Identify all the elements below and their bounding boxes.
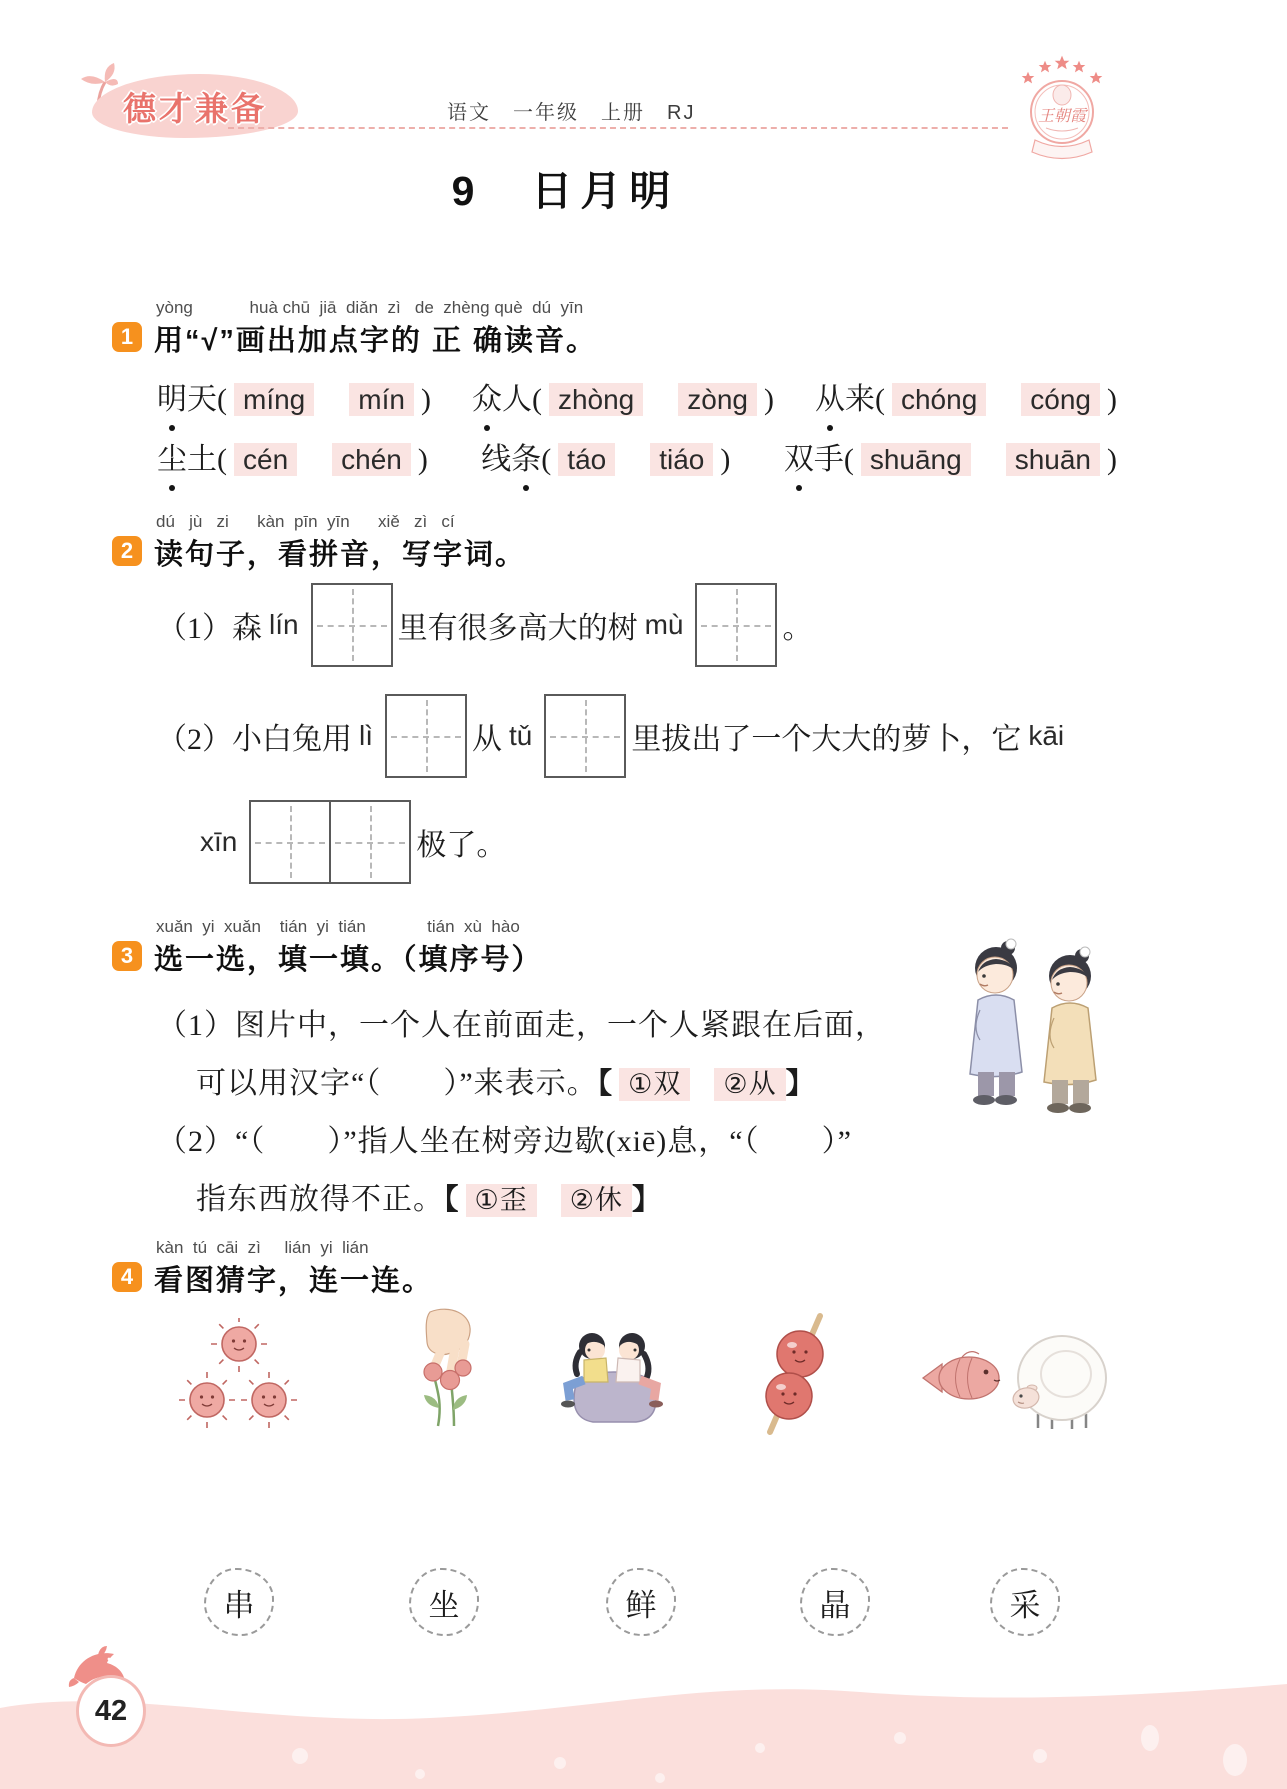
q1-word-choice [157,434,428,478]
q1-title: 用“√”画出加点字的 正 确读音。 [154,325,598,357]
hanzi-writing-box[interactable] [695,583,777,667]
pinyin-option[interactable]: shuān [1006,443,1100,476]
three-suns-picture[interactable] [176,1318,298,1435]
paren: ) [1106,443,1117,476]
pinyin-option[interactable]: míng [234,383,314,416]
two-people-sitting-back-to-back-picture[interactable] [548,1320,676,1431]
paren: ) [720,443,731,476]
dotted-char: 明 [157,374,187,418]
answer-option[interactable]: ①双 [619,1068,690,1101]
hanzi-writing-box[interactable] [311,583,393,667]
pinyin-option[interactable]: chóng [892,383,986,416]
word-text: 土 [187,443,217,476]
sheep [1011,1336,1106,1429]
pinyin-option[interactable]: zòng [678,383,757,416]
pinyin-cue: lì [359,720,373,751]
answer-option[interactable]: ①歪 [466,1184,537,1217]
sentence-text: 指东西放得不正。 [196,1183,444,1216]
paren: ( [843,443,854,476]
hanzi-writing-box[interactable] [249,800,331,884]
dotted-char: 众 [472,374,502,418]
answer-option[interactable]: ②从 [714,1068,785,1101]
question-2-badge: 2 [112,536,142,566]
q3-item2-line1: （2）“（ ）”指人坐在树旁边歇(xiē)息，“（ ）” [157,1125,852,1158]
pinyin-cue: mù [644,609,684,640]
dotted-char: 从 [815,374,845,418]
bracket: 【 [444,1182,460,1216]
q3-item1-line1: （1）图片中，一个人在前面走，一个人紧跟在后面， [157,1009,886,1042]
pinyin-option[interactable]: tiáo [650,443,713,476]
answer-option[interactable]: ②休 [561,1184,632,1217]
bracket: 【 [597,1066,614,1100]
sentence-text: 里有很多高大的树 [397,612,638,645]
bracket: 】 [785,1066,816,1100]
answer-badge[interactable] [990,1568,1060,1636]
answer-char: 采 [1009,1587,1041,1623]
paren: ( [217,383,227,416]
q3-title: 选一选，填一填。（填序号） [154,944,543,976]
pinyin-option[interactable]: cóng [1021,383,1100,416]
page-number [76,1675,146,1747]
paren: ) [763,383,774,416]
q1-word-choice [157,374,431,418]
dotted-char: 尘 [157,434,187,478]
question-4-badge: 4 [112,1262,142,1292]
pinyin-option[interactable]: mín [349,383,414,416]
paren: ( [541,443,552,476]
brand-logo-text: 德才兼备 [123,89,267,127]
pinyin-cue: lín [269,609,299,640]
q1-word-choice [472,374,774,418]
pinyin-option[interactable]: shuāng [861,443,971,476]
answer-char: 串 [223,1587,255,1623]
pinyin-option[interactable]: táo [558,443,615,476]
answer-char: 坐 [428,1587,460,1623]
page-title: 9 日月明 [451,168,679,214]
word-text: 线 [481,443,512,476]
paren: ( [874,383,885,416]
child-tan [1044,947,1096,1113]
q1-row-2 [157,434,1117,478]
q3-item2-line2 [196,1174,662,1218]
q3-pinyin: xuǎn yi xuǎn tián yi tián tián xù hào [156,917,520,936]
bracket: 】 [631,1182,662,1216]
q1-word-choice [784,434,1117,478]
q4-title: 看图猜字，连一连。 [154,1265,434,1297]
author-seal [1012,54,1112,166]
paren: ) [1107,383,1117,416]
two-children-walking-illustration [950,928,1122,1125]
q2-pinyin: dú jù zi kàn pīn yīn xiě zì cí [156,512,455,531]
sentence-text: 里拔出了一个大大的萝卜，它 [631,723,1022,756]
q1-pinyin: yòng huà chū jiā diǎn zì de zhèng què dú yīn [156,298,584,317]
paren: ) [417,443,428,476]
sentence-text: 从 [472,723,502,756]
word-text: 手 [813,443,844,476]
word-text: 来 [844,383,875,416]
seal-name-text: 王朝霞 [1037,108,1087,125]
pinyin-cue: kāi [1028,720,1065,751]
child-blue [970,939,1022,1105]
paren: ( [217,443,227,476]
answer-char: 晶 [819,1587,851,1623]
sentence-text: （2）小白兔用 [157,723,352,756]
sentence-text: 。 [782,612,813,645]
sentence-text: 极了。 [416,829,507,862]
page-number-text: 42 [94,1694,128,1727]
sentence-text: 可以用汉字“（ ）”来表示。 [196,1067,598,1100]
q2-sentence-2 [157,694,1071,778]
q2-sentence-2-continued [193,800,506,884]
answer-char: 鲜 [625,1587,657,1623]
book-subject-line: 语文 一年级 上册 RJ [447,102,696,124]
sentence-text: （1）森 [157,612,262,645]
paren: ) [420,383,431,416]
header-divider [228,127,1008,129]
fish [923,1352,1000,1399]
q1-word-choice [815,374,1117,418]
hanzi-writing-box[interactable] [385,694,467,778]
pinyin-cue: tǔ [509,720,533,751]
pinyin-option[interactable]: zhòng [549,383,643,416]
q2-sentence-1 [157,583,812,667]
answer-badge[interactable] [204,1568,274,1636]
pinyin-option[interactable]: chén [332,443,411,476]
dotted-char: 条 [511,434,541,478]
answer-badge[interactable] [409,1568,479,1636]
fish-and-sheep-picture[interactable] [920,1330,1110,1437]
hanzi-writing-box[interactable] [329,800,411,884]
q1-word-choice [481,434,730,478]
pinyin-option[interactable]: cén [234,443,297,476]
fruit-skewer-picture[interactable] [748,1312,836,1441]
q3-item1-line2 [196,1058,816,1102]
question-1-badge: 1 [112,322,142,352]
answer-badge[interactable] [800,1568,870,1636]
hand-picking-flowers-picture[interactable] [394,1308,490,1439]
footer-wave [0,1668,1287,1789]
dotted-char: 双 [784,434,814,478]
paren: ( [531,383,542,416]
q2-title: 读句子，看拼音，写字词。 [154,539,527,571]
q1-row-1 [157,374,1117,418]
word-text: 天 [187,383,217,416]
hanzi-writing-box[interactable] [544,694,626,778]
answer-badge[interactable] [606,1568,676,1636]
question-3-badge: 3 [112,941,142,971]
pinyin-cue: xīn [200,826,238,857]
word-text: 人 [501,383,532,416]
q4-pinyin: kàn tú cāi zì lián yi lián [156,1238,369,1257]
